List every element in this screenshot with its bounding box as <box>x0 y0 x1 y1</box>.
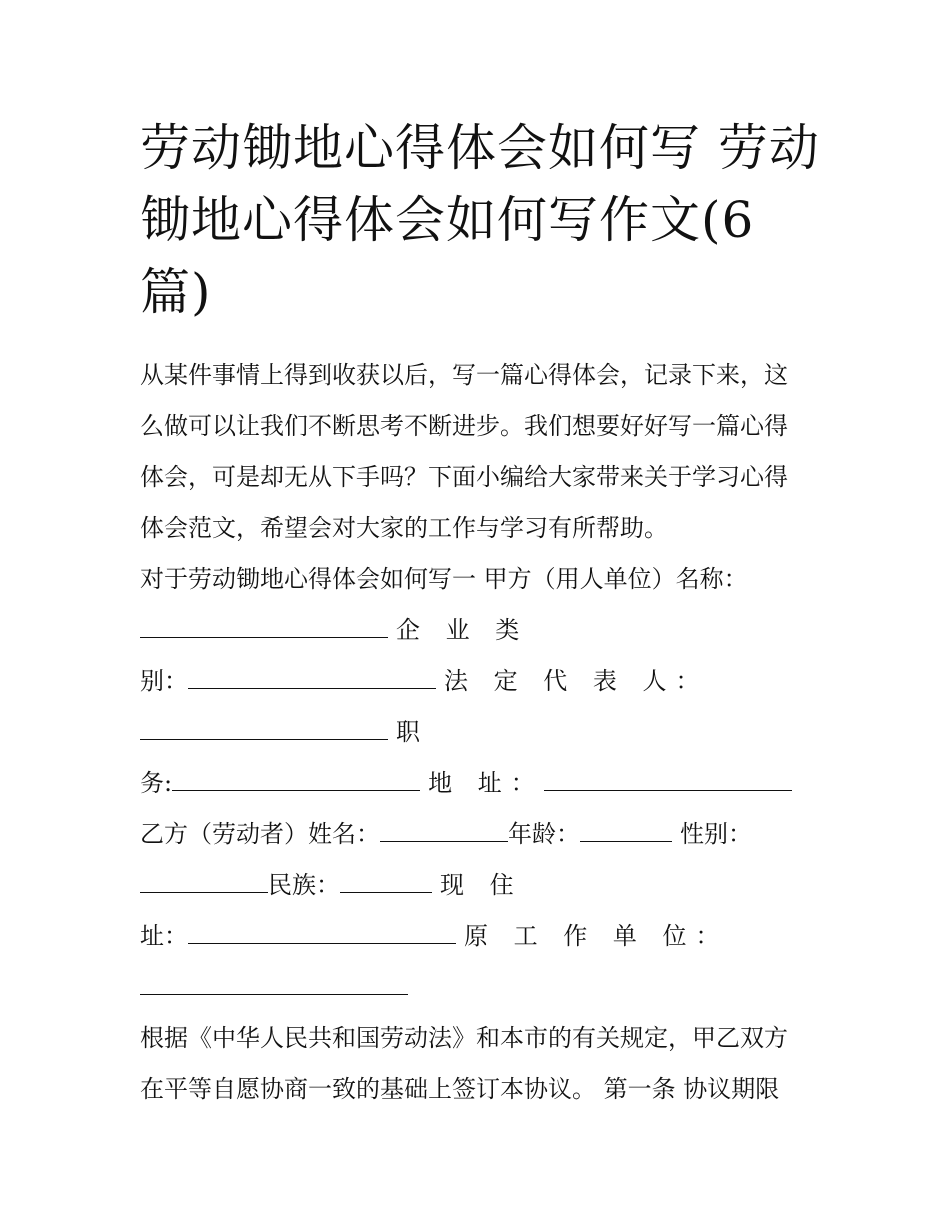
form-line-company-name <box>140 605 820 656</box>
legal-rep-label: 法 定 代 表 人： <box>444 667 709 695</box>
current-address-blank[interactable] <box>188 921 456 944</box>
closing-line: 根据《中华人民共和国劳动法》和本市的有关规定，甲乙双方 <box>140 1024 788 1052</box>
document-title <box>140 112 820 328</box>
enterprise-type-label-end: 别： <box>140 667 188 695</box>
ethnicity-blank[interactable] <box>340 870 432 893</box>
title-line: 劳动锄地心得体会如何写 劳动 <box>140 119 820 177</box>
intro-line: 体会范文，希望会对大家的工作与学习有所帮助。 <box>140 514 668 542</box>
document-body <box>140 350 820 1115</box>
address-label: 地 址： <box>428 769 544 797</box>
intro-line: 么做可以让我们不断思考不断进步。我们想要好好写一篇心得 <box>140 412 788 440</box>
current-address-label-end: 址： <box>140 922 188 950</box>
intro-line: 从某件事情上得到收获以后，写一篇心得体会，记录下来，这 <box>140 361 788 389</box>
address-blank[interactable] <box>544 768 792 791</box>
party-b-name-blank[interactable] <box>380 819 508 842</box>
former-employer-blank[interactable] <box>140 972 408 995</box>
position-label: 职 <box>396 718 420 746</box>
current-address-label: 现 住 <box>440 871 523 899</box>
intro-line: 体会，可是却无从下手吗？下面小编给大家带来关于学习心得 <box>140 463 788 491</box>
form-line-gender <box>140 860 820 911</box>
form-line-enterprise-type <box>140 656 820 707</box>
document-page <box>140 112 820 1115</box>
form-line-former-employer <box>140 962 820 1013</box>
former-employer-label: 原 工 作 单 位： <box>464 922 729 950</box>
position-blank[interactable] <box>172 768 420 791</box>
gender-blank[interactable] <box>140 870 268 893</box>
position-label-end: 务: <box>140 769 173 797</box>
party-b-name-label: 乙方（劳动者）姓名： <box>140 820 380 848</box>
form-line-party-b <box>140 809 820 860</box>
form-line-legal-rep <box>140 707 820 758</box>
title-line: 锄地心得体会如何写作文(6 <box>140 191 755 249</box>
company-name-blank[interactable] <box>140 615 388 638</box>
age-blank[interactable] <box>580 819 672 842</box>
enterprise-type-blank[interactable] <box>188 666 436 689</box>
title-line: 篇) <box>140 263 212 321</box>
gender-label: 性别： <box>680 820 752 848</box>
section-heading: 对于劳动锄地心得体会如何写一 甲方（用人单位）名称： <box>140 565 748 593</box>
form-line-position <box>140 758 820 809</box>
enterprise-type-label: 企 业 类 <box>396 616 529 644</box>
legal-rep-blank[interactable] <box>140 717 388 740</box>
age-label: 年龄： <box>508 820 580 848</box>
ethnicity-label: 民族： <box>268 871 340 899</box>
closing-line: 在平等自愿协商一致的基础上签订本协议。 第一条 协议期限 <box>140 1075 780 1103</box>
form-line-current-address <box>140 911 820 962</box>
